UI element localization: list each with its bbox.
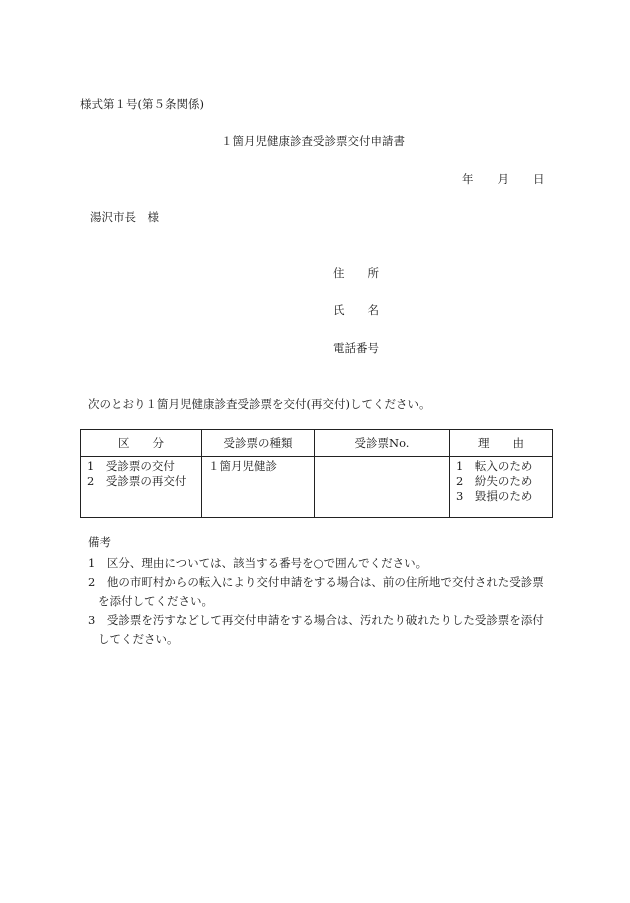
note-3-line1: 3 受診票を汚すなどして再交付申請をする場合は、汚れたり破れたりした受診票を添付 xyxy=(88,613,544,627)
request-statement: 次のとおり１箇月児健康診査受診票を交付(再交付)してください。 xyxy=(88,397,431,411)
note-item xyxy=(88,611,558,649)
addressee: 湯沢市長 様 xyxy=(90,210,159,224)
reason-option-lost[interactable]: 2 紛失のため xyxy=(456,474,533,488)
note-item xyxy=(88,554,558,573)
date-year-label: 年 xyxy=(462,172,474,186)
name-field[interactable] xyxy=(333,302,413,318)
ticket-type-cell xyxy=(202,457,315,518)
date-line xyxy=(462,171,545,187)
date-day-label: 日 xyxy=(533,172,545,186)
table-row xyxy=(81,457,553,518)
phone-label: 電話番号 xyxy=(333,341,379,355)
notes-title: 備考 xyxy=(88,535,111,549)
address-field[interactable] xyxy=(333,265,413,281)
application-table xyxy=(80,429,553,518)
note-item xyxy=(88,573,558,611)
document-title: １箇月児健康診査受診票交付申請書 xyxy=(221,134,405,148)
category-option-reissue[interactable]: 2 受診票の再交付 xyxy=(87,474,187,488)
form-number: 様式第１号(第５条関係) xyxy=(80,97,204,111)
reason-option-move-in[interactable]: 1 転入のため xyxy=(456,459,533,473)
header-ticket-type: 受診票の種類 xyxy=(202,430,315,457)
note-2-line1: 2 他の市町村からの転入により交付申請をする場合は、前の住所地で交付された受診票 xyxy=(88,575,544,589)
header-ticket-no: 受診票No. xyxy=(315,430,450,457)
note-3-line2: してください。 xyxy=(98,632,179,646)
category-option-issue[interactable]: 1 受診票の交付 xyxy=(87,459,175,473)
header-reason: 理 由 xyxy=(450,430,553,457)
reason-option-damaged[interactable]: 3 毀損のため xyxy=(456,489,533,503)
category-cell[interactable] xyxy=(81,457,202,518)
ticket-no-cell[interactable] xyxy=(315,457,450,518)
note-2-line2: を添付してください。 xyxy=(98,594,213,608)
phone-field[interactable] xyxy=(333,340,413,356)
ticket-type-value: １箇月児健診 xyxy=(208,459,277,473)
note-1-line1: 1 区分、理由については、該当する番号を○で囲んでください。 xyxy=(88,556,428,570)
name-label: 氏 名 xyxy=(333,303,379,317)
address-label: 住 所 xyxy=(333,266,379,280)
date-month-label: 月 xyxy=(497,172,509,186)
header-category: 区 分 xyxy=(81,430,202,457)
notes-section xyxy=(88,533,558,649)
reason-cell[interactable] xyxy=(450,457,553,518)
table-header-row xyxy=(81,430,553,457)
